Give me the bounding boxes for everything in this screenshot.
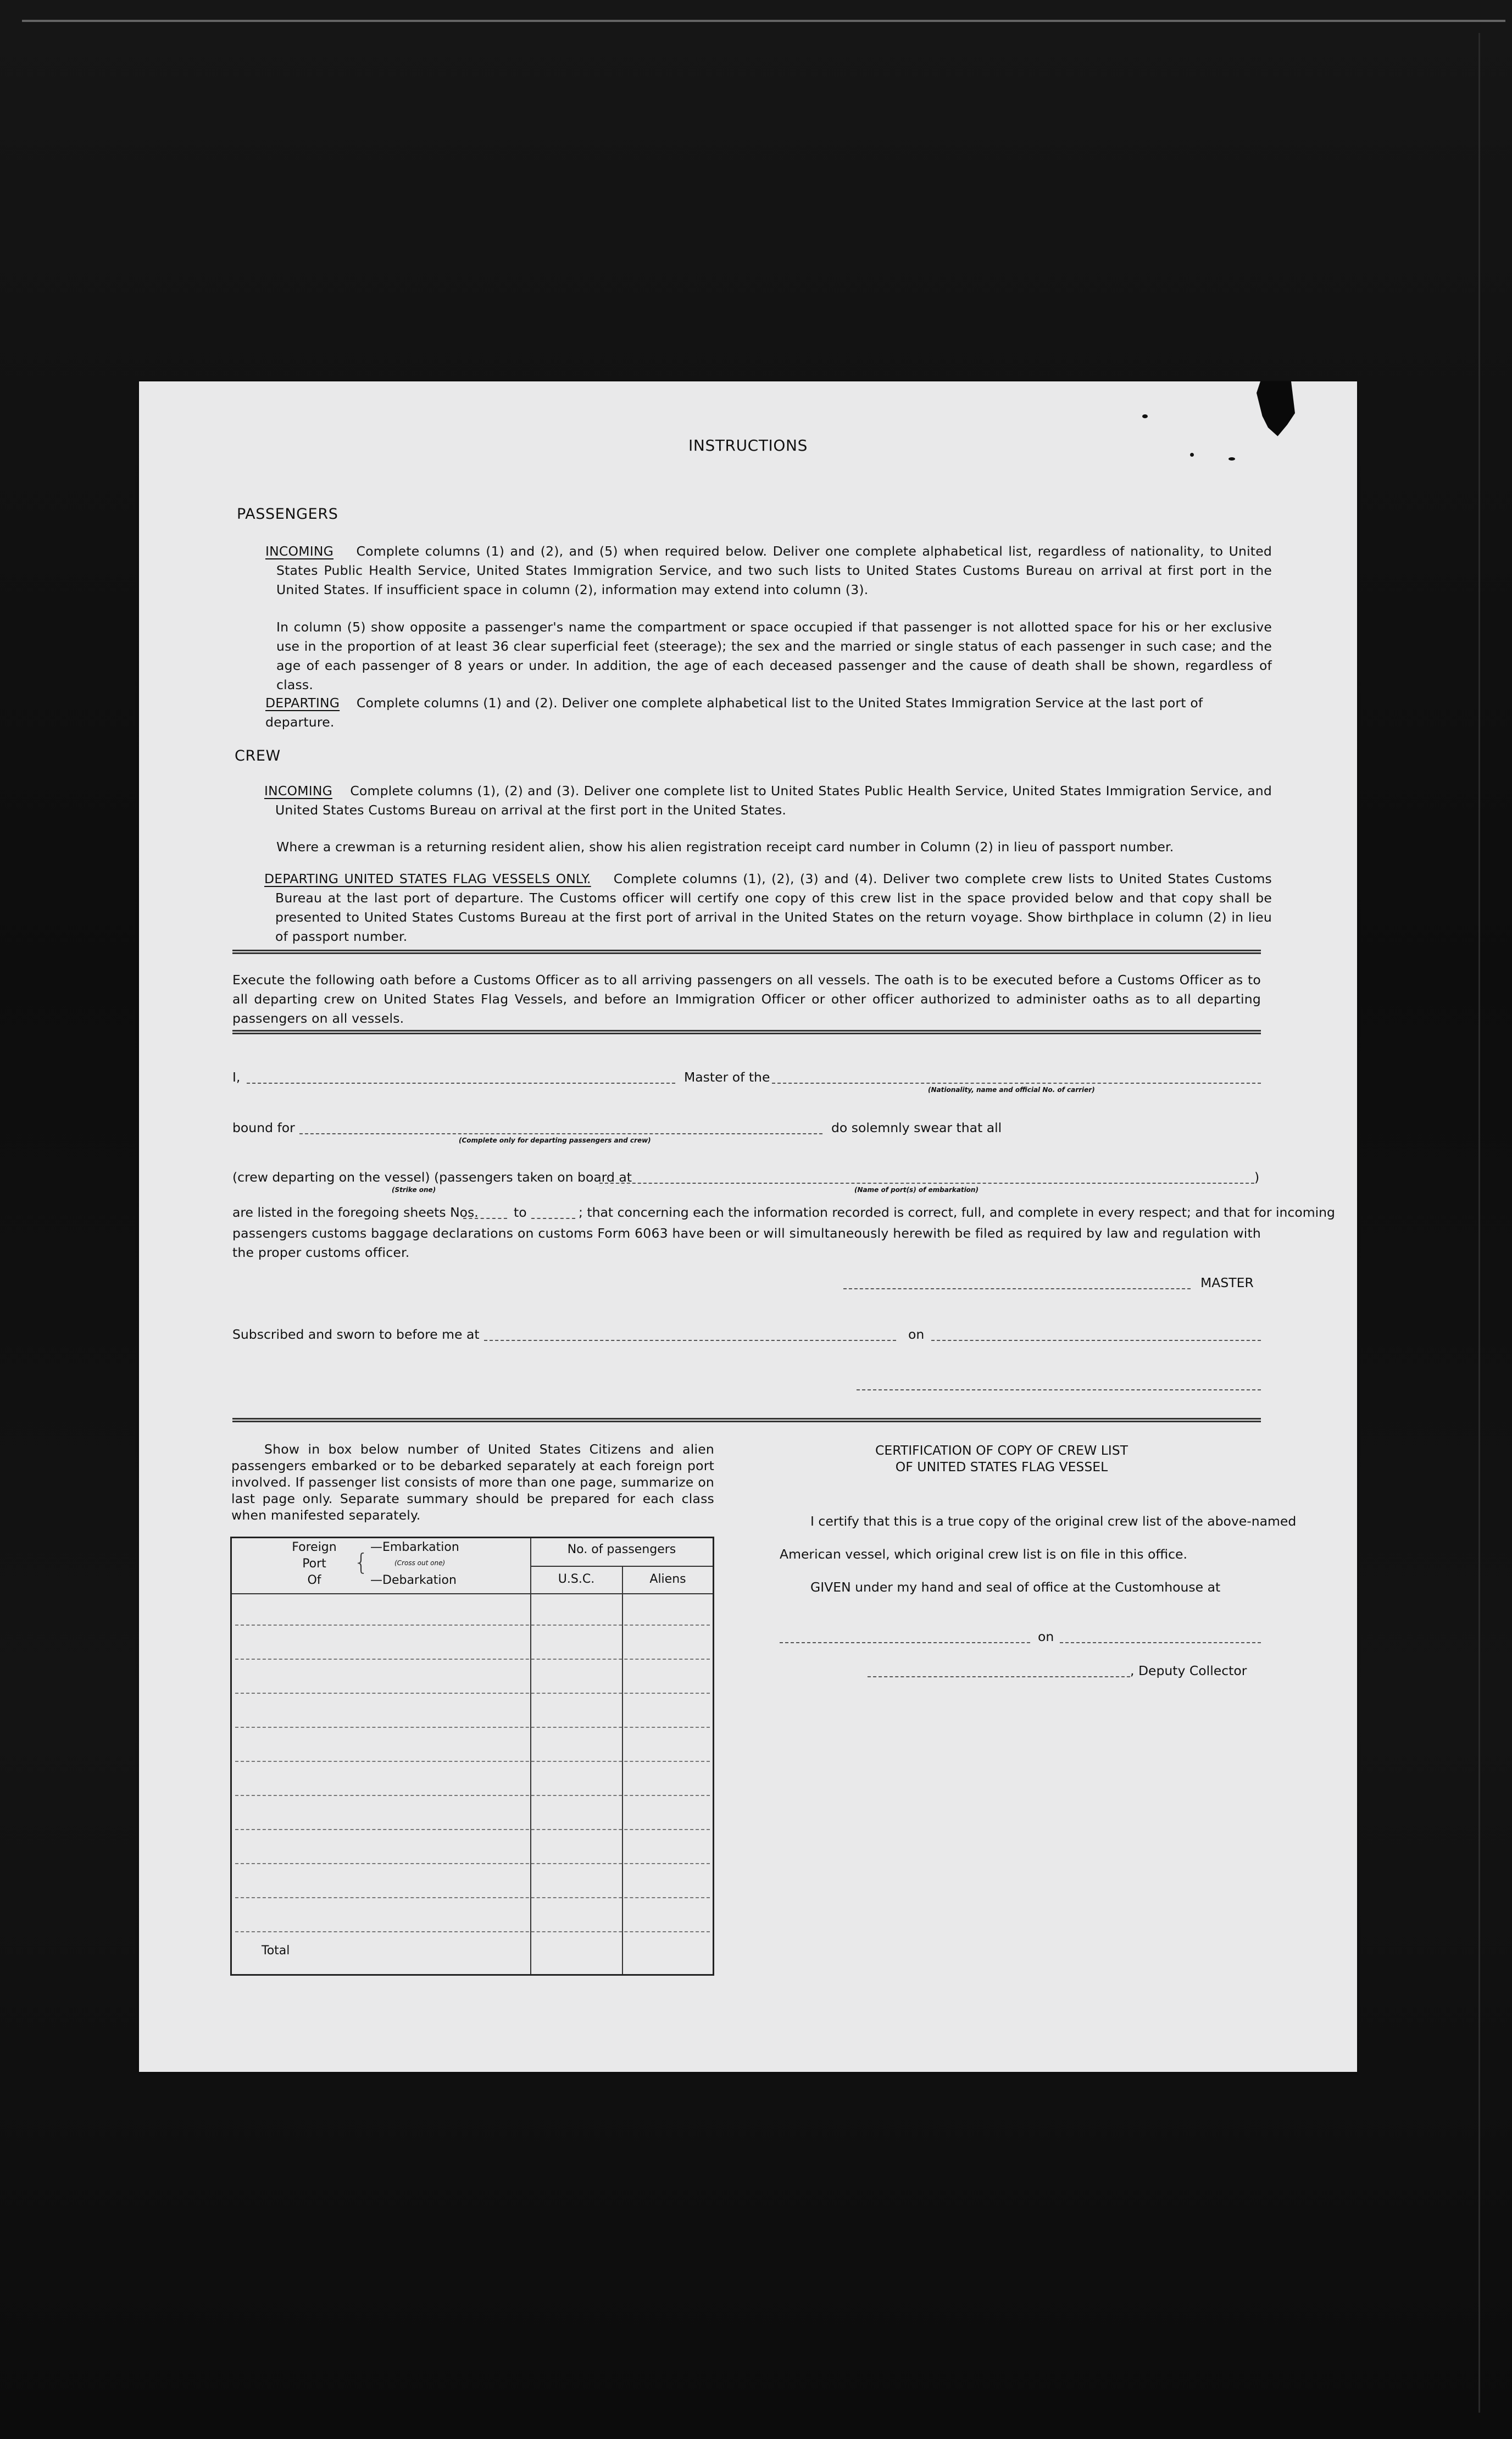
passenger-summary-table <box>230 1537 714 1976</box>
document-page <box>139 381 1357 2072</box>
foreign-label: Foreign <box>292 1540 337 1554</box>
ports-note: (Name of port(s) of embarkation) <box>854 1186 979 1194</box>
table-row[interactable] <box>235 1863 710 1864</box>
master-signature-field[interactable] <box>843 1288 1191 1289</box>
passengers-heading: PASSENGERS <box>237 506 338 523</box>
certification-line3: GIVEN under my hand and seal of office at the Customhouse at <box>810 1579 1221 1595</box>
listed-sheets-label: are listed in the foregoing sheets Nos. <box>232 1205 479 1220</box>
cross-out-note: (Cross out one) <box>394 1559 446 1567</box>
passengers-incoming-text: Complete columns (1) and (2), and (5) when required below. Deliver one complete alphabetical list, regardless of nationality, to United States Public Health Service, United States Immigration Service, and two such lists to United States Customs Bureau on arrival at first port in the United States. If insufficient space in column (2), information may extend into column (3). <box>276 544 1272 597</box>
column-divider <box>622 1566 623 1974</box>
scan-side-strip <box>1478 33 1480 2413</box>
section-divider <box>232 1030 1261 1034</box>
crew-incoming-text: Complete columns (1), (2) and (3). Deliver one complete list to United States Public Health Service, United States Immigration Service, and United States Customs Bureau on arrival at the first port in the United States. <box>275 783 1272 818</box>
crew-departing-paragraph <box>264 869 1272 946</box>
port-label: Port <box>302 1557 326 1571</box>
crew-departing-text: Complete columns (1), (2), (3) and (4). Deliver two complete crew lists to United States Customs Bureau at the last port of departure. The Customs officer will certify one copy of this crew list in the space provided below and that copy shall be presented to United States Customs Bureau at the first port of arrival in the United States on the return voyage. Show birthplace in column (2) in lieu of passport number. <box>275 871 1272 944</box>
section-divider <box>232 1418 1261 1422</box>
passengers-incoming-paragraph <box>265 542 1272 600</box>
oath-intro-paragraph: Execute the following oath before a Customs Officer as to all arriving passengers on all vessels. The oath is to be executed before a Customs Officer as to all departing crew on United States Flag Vessels, and before an Immigration Officer or other officer authorized to administer oaths as to all departing passengers on all vessels. <box>232 972 1261 1026</box>
crew-heading: CREW <box>235 747 281 764</box>
officer-signature-field[interactable] <box>857 1389 1261 1390</box>
table-row[interactable] <box>235 1829 710 1830</box>
passengers-departing-paragraph <box>265 694 1272 732</box>
page-title: INSTRUCTIONS <box>688 436 808 454</box>
departing-note: (Complete only for departing passengers and crew) <box>459 1137 651 1144</box>
deputy-collector-signature-field[interactable] <box>868 1676 1130 1677</box>
certification-heading-line2: OF UNITED STATES FLAG VESSEL <box>895 1459 1108 1475</box>
customhouse-field[interactable] <box>780 1642 1030 1643</box>
master-name-field[interactable] <box>247 1083 675 1084</box>
passengers-departing-label: DEPARTING <box>265 695 340 711</box>
sheet-to-field[interactable] <box>531 1218 575 1219</box>
subscribed-label: Subscribed and sworn to before me at <box>232 1327 480 1342</box>
crew-passengers-label: (crew departing on the vessel) (passengers taken on board at <box>232 1169 632 1185</box>
embarkation-label: —Embarkation <box>370 1540 459 1554</box>
certification-line2: American vessel, which original crew list is on file in this office. <box>780 1546 1187 1562</box>
no-of-passengers-header: No. of passengers <box>567 1543 676 1556</box>
table-row[interactable] <box>235 1625 710 1626</box>
sworn-date-field[interactable] <box>931 1340 1261 1341</box>
embarkation-ports-field[interactable] <box>599 1183 1254 1184</box>
crew-incoming-paragraph <box>264 781 1272 820</box>
header-bottom-line <box>232 1593 713 1594</box>
close-paren: ) <box>1254 1169 1260 1185</box>
scan-edge-line <box>22 20 1505 22</box>
total-label: Total <box>262 1944 290 1958</box>
sheet-from-field[interactable] <box>463 1218 507 1219</box>
column-divider <box>530 1538 531 1974</box>
aliens-header: Aliens <box>649 1572 686 1586</box>
table-row[interactable] <box>235 1897 710 1898</box>
master-label: MASTER <box>1200 1275 1254 1290</box>
to-label: to <box>514 1205 527 1220</box>
deputy-collector-label: , Deputy Collector <box>1130 1663 1247 1678</box>
table-row[interactable] <box>235 1761 710 1762</box>
strike-one-note: (Strike one) <box>392 1186 436 1194</box>
certification-on-label: on <box>1038 1629 1054 1644</box>
master-of-the-label: Master of the <box>684 1069 770 1085</box>
crew-incoming-label: INCOMING <box>264 783 333 799</box>
section-divider <box>232 950 1261 954</box>
table-row[interactable] <box>235 1795 710 1796</box>
ink-blot <box>1257 381 1295 439</box>
oath-i-label: I, <box>232 1069 241 1085</box>
passengers-departing-text: Complete columns (1) and (2). Deliver one complete alphabetical list to the United States Immigration Service at the last port of departure. <box>265 695 1203 730</box>
table-row[interactable] <box>235 1693 710 1694</box>
bound-for-field[interactable] <box>299 1133 822 1134</box>
passengers-column5-paragraph: In column (5) show opposite a passenger's name the compartment or space occupied if that passenger is not allotted space for his or her exclusive use in the proportion of at least 36 clear superficial feet (steerage); the sex and the married or single status of each passenger in such case; and the age of each passenger of 8 years or under. In addition, the age of each deceased passenger and the cause of death shall be shown, regardless of class. <box>276 619 1272 692</box>
table-row[interactable] <box>235 1727 710 1728</box>
sworn-place-field[interactable] <box>484 1340 896 1341</box>
table-row[interactable] <box>235 1931 710 1932</box>
of-label: Of <box>307 1573 321 1587</box>
certification-heading <box>787 1442 1216 1475</box>
ink-speck <box>1228 457 1235 461</box>
ink-speck <box>1142 414 1148 418</box>
usc-header: U.S.C. <box>558 1572 595 1586</box>
debarkation-label: —Debarkation <box>370 1573 457 1587</box>
table-row[interactable] <box>235 1659 710 1660</box>
listed-rest-paragraph: passengers customs baggage declarations on customs Form 6063 have been or will simultaneously herewith be filed as required by law and regulation with the proper customs officer. <box>232 1226 1261 1260</box>
foreign-port-of-header <box>281 1539 347 1589</box>
brace-glyph: { <box>354 1549 369 1576</box>
summary-instructions: Show in box below number of United States Citizens and alien passengers embarked or to be debarked separately at each foreign port involved. If passenger list consists of more than one page, summarize on last page only. Separate summary should be prepared for each class when manifested separately. <box>231 1442 714 1523</box>
vessel-name-field[interactable] <box>772 1083 1261 1084</box>
swear-label: do solemnly swear that all <box>831 1120 1002 1135</box>
nationality-note: (Nationality, name and official No. of carrier) <box>928 1086 1095 1094</box>
crew-resident-alien-paragraph: Where a crewman is a returning resident alien, show his alien registration receipt card number in Column (2) in lieu of passport number. <box>276 839 1174 855</box>
certification-heading-line1: CERTIFICATION OF COPY OF CREW LIST <box>875 1443 1129 1458</box>
certification-line1: I certify that this is a true copy of the original crew list of the above-named <box>810 1514 1297 1529</box>
certification-date-field[interactable] <box>1060 1642 1261 1643</box>
bound-for-label: bound for <box>232 1120 295 1135</box>
listed-line1-end: ; that concerning each the information recorded is correct, full, and complete in every respect; and that for incoming <box>579 1205 1335 1220</box>
sworn-on-label: on <box>908 1327 925 1342</box>
passengers-incoming-label: INCOMING <box>265 544 334 559</box>
crew-departing-label: DEPARTING UNITED STATES FLAG VESSELS ONLY. <box>264 871 591 886</box>
